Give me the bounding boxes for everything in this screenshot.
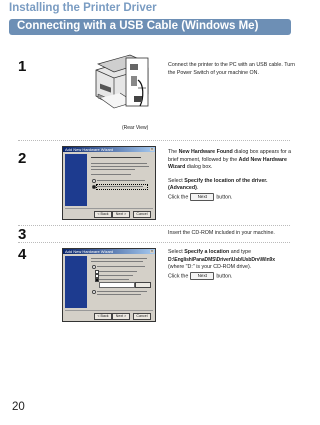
text-segment: .	[196, 185, 199, 192]
step-number-4: 4	[18, 246, 27, 263]
close-icon[interactable]: ×	[150, 248, 154, 253]
step-number-3: 3	[18, 226, 27, 243]
driver-path: D:\English\PanaDMS\Driver\Usb\UsbDrv\Win9x	[168, 256, 275, 263]
add-hardware-dialog-step-4	[62, 248, 156, 322]
divider	[18, 242, 290, 243]
text-segment: and type	[229, 249, 252, 255]
wizard-side-graphic	[65, 154, 87, 206]
wizard-name-label: Add New Hardware Wizard	[168, 156, 287, 171]
section-banner	[9, 19, 291, 35]
step-number-2: 2	[18, 150, 27, 167]
option-label: Specify a location	[184, 249, 230, 255]
cancel-button[interactable]: Cancel	[133, 313, 151, 320]
step-number-1: 1	[18, 58, 27, 75]
next-button-inline: Next	[190, 272, 214, 280]
section-title: Installing the Printer Driver	[9, 2, 157, 14]
text-segment: Select	[168, 177, 185, 184]
rear-view-caption: (Rear View)	[122, 125, 149, 131]
banner-title: Connecting with a USB Cable (Windows Me)	[17, 20, 259, 32]
wizard-side-graphic	[65, 256, 87, 308]
text-segment: dialog box appears for a brief moment, followed by the	[168, 149, 292, 163]
text-segment: Click the	[168, 273, 189, 280]
next-button[interactable]: Next >	[112, 313, 130, 320]
text-segment: Select	[168, 249, 185, 255]
back-button[interactable]: < Back	[94, 313, 112, 320]
browse-button[interactable]	[135, 282, 151, 288]
step-2-text	[168, 149, 296, 202]
step-4-text	[168, 249, 296, 281]
next-button[interactable]: Next >	[112, 211, 130, 218]
divider	[18, 140, 290, 141]
cancel-button[interactable]: Cancel	[133, 211, 151, 218]
page-number: 20	[12, 401, 25, 413]
drive-letter-note: (where "D:" is your CD-ROM drive).	[168, 264, 252, 271]
dialog-title: Add New Hardware Wizard	[65, 146, 114, 152]
printer-rear-illustration	[90, 50, 156, 140]
search-best-driver-radio[interactable]	[92, 265, 96, 269]
dialog-title: Add New Hardware Wizard	[65, 248, 114, 254]
text-segment: button.	[216, 194, 233, 201]
new-hardware-found-label: New Hardware Found	[178, 149, 233, 155]
close-icon[interactable]: ×	[150, 146, 154, 151]
text-segment: button.	[216, 273, 233, 280]
step-1-text: Connect the printer to the PC with an USB cable. Turn the Power Switch of your machine ON.	[168, 62, 295, 76]
step-3-text: Insert the CD-ROM included in your machine.	[168, 230, 275, 236]
select-driver-list-radio[interactable]	[92, 290, 96, 294]
text-segment: dialog box.	[185, 164, 213, 171]
automatic-search-radio[interactable]	[92, 179, 96, 183]
focus-rectangle	[96, 184, 148, 190]
text-segment: The	[168, 149, 179, 155]
next-button-inline: Next	[190, 193, 214, 201]
text-segment: Click the	[168, 194, 189, 201]
divider	[18, 225, 290, 226]
location-path-field[interactable]	[99, 282, 135, 288]
option-label: Specify the location of the driver. (Advanced)	[168, 177, 268, 192]
add-hardware-dialog-step-2	[62, 146, 156, 220]
back-button[interactable]: < Back	[94, 211, 112, 218]
